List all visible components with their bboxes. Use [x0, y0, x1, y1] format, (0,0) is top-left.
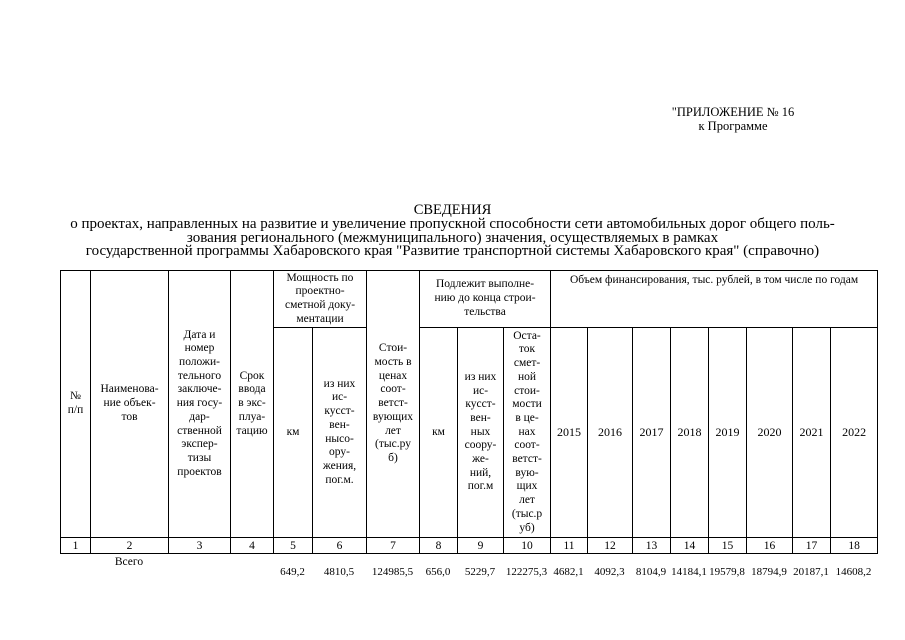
column-number: 11 — [551, 538, 588, 554]
header-financing-group: Объем финансирования, тыс. рублей, в том числе по годам — [551, 271, 878, 328]
total-capacity-km: 649,2 — [280, 566, 305, 578]
document-title: СВЕДЕНИЯ — [413, 202, 492, 218]
column-number: 16 — [747, 538, 793, 554]
column-number: 13 — [633, 538, 671, 554]
total-label: Всего — [114, 556, 144, 568]
column-number: 7 — [367, 538, 420, 554]
total-financing-2022: 14608,2 — [835, 566, 872, 578]
total-financing-2021: 20187,1 — [793, 566, 829, 578]
header-remaining-km: км — [420, 328, 458, 538]
total-remaining-cost: 122275,3 — [505, 566, 548, 578]
subtitle-line-2: зования регионального (межмуниципального) значения, осуществляемых в рамках — [186, 229, 719, 246]
header-object-name: Наименова- ние объек- тов — [91, 271, 169, 538]
column-number: 10 — [504, 538, 551, 554]
header-year: 2019 — [709, 328, 747, 538]
total-financing-2015: 4682,1 — [553, 566, 584, 578]
total-remaining-structures: 5229,7 — [464, 566, 496, 578]
header-year: 2016 — [588, 328, 633, 538]
total-financing-2018: 14184,1 — [671, 566, 707, 578]
column-number: 18 — [831, 538, 878, 554]
header-year: 2017 — [633, 328, 671, 538]
projects-table — [60, 270, 878, 554]
column-number: 8 — [420, 538, 458, 554]
header-row-groups — [61, 271, 878, 328]
header-capacity-group: Мощность по проектно- сметной доку- ментации — [274, 271, 367, 328]
header-year: 2022 — [831, 328, 878, 538]
total-table — [60, 556, 877, 578]
appendix-reference: к Программе — [698, 118, 768, 133]
appendix-label — [660, 106, 806, 133]
header-remaining-group: Подлежит выполне- нию до конца строи- тельства — [420, 271, 551, 328]
total-empty-cell — [230, 556, 273, 578]
column-number: 17 — [793, 538, 831, 554]
total-empty-cell — [60, 556, 90, 578]
column-number: 3 — [169, 538, 231, 554]
header-remaining-cost: Оста- ток смет- ной стои- мости в це- нах соот- ветст- вую- щих лет (тыс.р уб) — [504, 328, 551, 538]
column-number: 5 — [274, 538, 313, 554]
total-capacity-structures: 4810,5 — [323, 566, 355, 578]
header-cost: Стои- мость в ценах соот- ветст- вующих лет (тыс.ру б) — [367, 271, 420, 538]
header-capacity-structures: из них ис- кусст- вен- нысо- ору- жения, пог.м. — [313, 328, 367, 538]
column-number: 15 — [709, 538, 747, 554]
header-commissioning-date: Срок ввода в экс- плуа- тацию — [231, 271, 274, 538]
column-number: 14 — [671, 538, 709, 554]
subtitle-line-3: государственной программы Хабаровского края "Развитие транспортной системы Хабаровского края" (справочно) — [85, 243, 820, 259]
header-number: № п/п — [61, 271, 91, 538]
subtitle-line-1: о проектах, направленных на развитие и увеличение пропускной способности сети автомобильных дорог общего поль- — [70, 216, 835, 232]
total-financing-2019: 19579,8 — [709, 566, 745, 578]
header-capacity-km: км — [274, 328, 313, 538]
header-remaining-structures: из них ис- кусст- вен- ных соору- же- ний, пог.м — [458, 328, 504, 538]
column-number: 9 — [458, 538, 504, 554]
appendix-number: "ПРИЛОЖЕНИЕ № 16 — [671, 105, 795, 119]
total-financing-2020: 18794,9 — [751, 566, 787, 578]
header-year: 2020 — [747, 328, 793, 538]
header-year: 2021 — [793, 328, 831, 538]
column-number: 1 — [61, 538, 91, 554]
total-remaining-km: 656,0 — [425, 566, 451, 578]
header-year: 2015 — [551, 328, 588, 538]
column-number-row — [61, 538, 878, 554]
total-financing-2017: 8104,9 — [635, 566, 667, 578]
document-subtitle — [0, 218, 905, 259]
column-number: 6 — [313, 538, 367, 554]
total-cost: 124985,5 — [371, 566, 414, 578]
column-number: 12 — [588, 538, 633, 554]
total-financing-2016: 4092,3 — [594, 566, 625, 578]
total-empty-cell — [168, 556, 230, 578]
header-year: 2018 — [671, 328, 709, 538]
column-number: 4 — [231, 538, 274, 554]
column-number: 2 — [91, 538, 169, 554]
header-expertise-conclusion: Дата и номер положи- тельного заключе- ния госу- дар- ственной экспер- тизы проектов — [169, 271, 231, 538]
total-row — [60, 556, 877, 578]
